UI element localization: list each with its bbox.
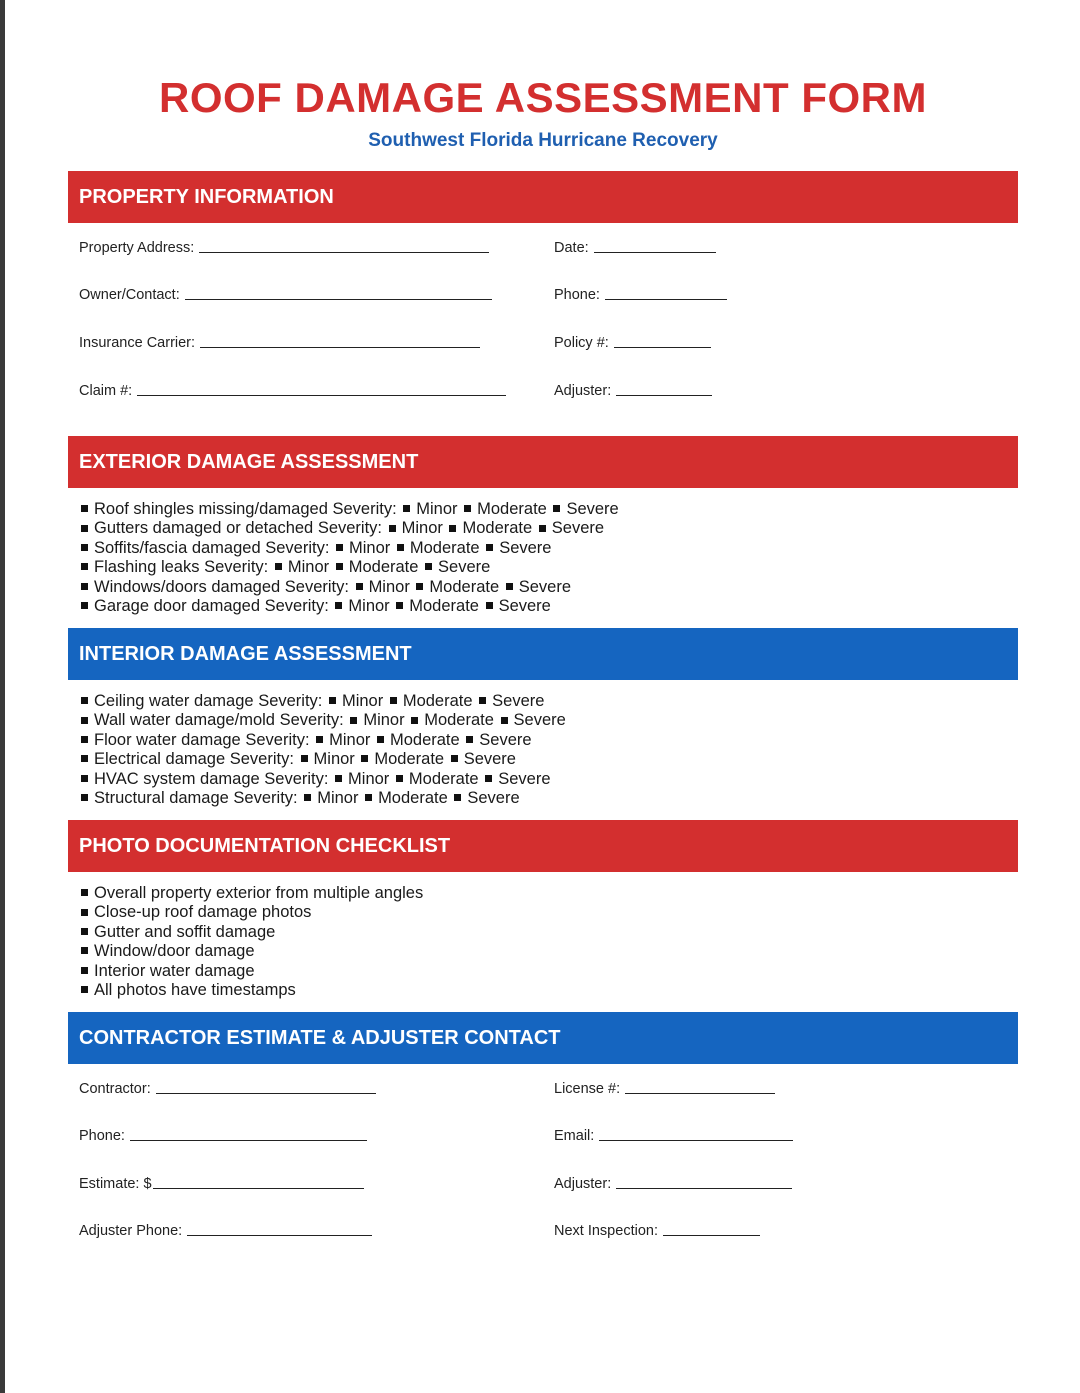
severity-moderate: Moderate — [408, 769, 479, 788]
interior-item[interactable] — [79, 731, 566, 750]
checkbox-icon[interactable] — [81, 794, 88, 801]
checkbox-icon[interactable] — [350, 717, 357, 724]
checkbox-icon[interactable] — [81, 717, 88, 724]
severity-minor: Minor — [401, 519, 443, 538]
exterior-damage-list — [79, 500, 619, 616]
phone-line[interactable] — [605, 298, 727, 300]
next-inspection-field[interactable] — [554, 1223, 760, 1239]
photo-checklist-item[interactable] — [79, 962, 423, 981]
severity-minor: Minor — [287, 558, 330, 577]
next-inspection-label: Next Inspection: — [554, 1223, 658, 1239]
interior-item[interactable] — [79, 750, 566, 769]
claim-number-line[interactable] — [137, 394, 506, 396]
photo-checklist-item[interactable] — [79, 942, 423, 961]
severity-minor: Minor — [363, 711, 405, 730]
checkbox-icon[interactable] — [81, 697, 88, 704]
checkbox-icon[interactable] — [365, 794, 372, 801]
severity-prefix: Severity: — [284, 577, 349, 596]
checkbox-icon[interactable] — [466, 736, 473, 743]
checkbox-icon[interactable] — [81, 505, 88, 512]
property-information-header: PROPERTY INFORMATION — [68, 171, 1018, 223]
severity-severe: Severe — [438, 558, 491, 577]
photo-checklist-item[interactable] — [79, 884, 423, 903]
checkbox-icon[interactable] — [81, 736, 88, 743]
interior-item[interactable] — [79, 692, 566, 711]
checkbox-icon[interactable] — [316, 736, 323, 743]
checkbox-icon[interactable] — [361, 755, 368, 762]
checkbox-icon[interactable] — [301, 755, 308, 762]
checkbox-icon[interactable] — [451, 755, 458, 762]
checkbox-icon[interactable] — [329, 697, 336, 704]
severity-minor: Minor — [348, 596, 390, 615]
severity-moderate: Moderate — [389, 730, 460, 749]
photo-documentation-header: PHOTO DOCUMENTATION CHECKLIST — [68, 820, 1018, 872]
photo-checklist-item[interactable] — [79, 903, 423, 922]
severity-moderate: Moderate — [402, 692, 473, 710]
contractor-field[interactable] — [79, 1081, 376, 1097]
checkbox-icon[interactable] — [81, 583, 88, 590]
severity-minor: Minor — [348, 769, 390, 788]
exterior-item[interactable] — [79, 500, 619, 519]
policy-number-line[interactable] — [614, 346, 711, 348]
photo-item-label: Close-up roof damage photos — [94, 903, 312, 922]
severity-moderate: Moderate — [409, 596, 479, 615]
date-line[interactable] — [594, 251, 716, 253]
checkbox-icon[interactable] — [81, 909, 88, 916]
license-number-field[interactable] — [554, 1081, 775, 1097]
contractor-adjuster-line[interactable] — [616, 1187, 792, 1189]
checkbox-icon[interactable] — [81, 889, 88, 896]
checkbox-icon[interactable] — [486, 602, 493, 609]
severity-minor: Minor — [349, 538, 391, 557]
date-label: Date: — [554, 240, 589, 256]
checkbox-icon[interactable] — [539, 525, 546, 532]
contractor-line[interactable] — [156, 1092, 376, 1094]
checkbox-icon[interactable] — [335, 775, 342, 782]
checkbox-icon[interactable] — [81, 967, 88, 974]
form-title: ROOF DAMAGE ASSESSMENT FORM — [159, 74, 927, 121]
adjuster-label: Adjuster: — [554, 383, 612, 399]
insurance-carrier-field[interactable] — [79, 335, 480, 351]
severity-moderate: Moderate — [477, 500, 547, 518]
severity-prefix: Severity: — [258, 692, 323, 710]
checkbox-icon[interactable] — [335, 602, 342, 609]
exterior-item-label: Roof shingles missing/damaged — [94, 500, 328, 518]
email-field[interactable] — [554, 1128, 793, 1144]
severity-severe: Severe — [492, 692, 545, 710]
contractor-adjuster-label: Adjuster: — [554, 1176, 612, 1192]
contractor-adjuster-field[interactable] — [554, 1176, 792, 1192]
policy-number-label: Policy #: — [554, 335, 609, 351]
exterior-item-label: Soffits/fascia damaged — [94, 538, 261, 557]
claim-number-field[interactable] — [79, 383, 506, 399]
exterior-item-label: Gutters damaged or detached — [94, 519, 314, 538]
checkbox-icon[interactable] — [336, 563, 343, 570]
contractor-estimate-header: CONTRACTOR ESTIMATE & ADJUSTER CONTACT — [68, 1012, 1018, 1064]
checkbox-icon[interactable] — [396, 775, 403, 782]
exterior-item[interactable] — [79, 539, 619, 558]
checkbox-icon[interactable] — [479, 697, 486, 704]
checkbox-icon[interactable] — [81, 947, 88, 954]
contractor-phone-label: Phone: — [79, 1128, 125, 1144]
adjuster-phone-field[interactable] — [79, 1223, 372, 1239]
severity-prefix: Severity: — [229, 750, 294, 769]
email-line[interactable] — [599, 1139, 793, 1141]
checkbox-icon[interactable] — [275, 563, 282, 570]
checkbox-icon[interactable] — [425, 563, 432, 570]
photo-item-label: Interior water damage — [94, 961, 255, 980]
checkbox-icon[interactable] — [81, 986, 88, 993]
insurance-carrier-label: Insurance Carrier: — [79, 335, 196, 351]
exterior-item[interactable] — [79, 558, 619, 577]
insurance-carrier-line[interactable] — [200, 346, 480, 348]
severity-prefix: Severity: — [245, 730, 310, 749]
exterior-item-label: Garage door damaged — [94, 596, 261, 615]
checkbox-icon[interactable] — [449, 525, 456, 532]
checkbox-icon[interactable] — [411, 717, 418, 724]
adjuster-phone-label: Adjuster Phone: — [79, 1223, 183, 1239]
owner-contact-field[interactable] — [79, 287, 492, 303]
photo-checklist — [79, 884, 423, 1000]
phone-label: Phone: — [554, 287, 600, 303]
severity-severe: Severe — [566, 500, 619, 518]
checkbox-icon[interactable] — [454, 794, 461, 801]
severity-minor: Minor — [341, 692, 384, 710]
interior-item[interactable] — [79, 789, 566, 808]
license-number-line[interactable] — [625, 1092, 775, 1094]
checkbox-icon[interactable] — [553, 505, 560, 512]
severity-prefix: Severity: — [264, 596, 329, 615]
checkbox-icon[interactable] — [396, 602, 403, 609]
interior-item-label: HVAC system damage — [94, 769, 260, 788]
checkbox-icon[interactable] — [81, 602, 88, 609]
property-address-line[interactable] — [199, 251, 489, 253]
interior-item-label: Structural damage — [94, 788, 229, 807]
severity-severe: Severe — [479, 730, 532, 749]
interior-damage-list — [79, 692, 566, 808]
owner-contact-label: Owner/Contact: — [79, 287, 180, 303]
severity-severe: Severe — [499, 538, 552, 557]
exterior-item[interactable] — [79, 597, 619, 616]
policy-number-field[interactable] — [554, 335, 711, 351]
severity-severe: Severe — [463, 750, 516, 769]
severity-severe: Severe — [467, 788, 520, 807]
severity-severe: Severe — [551, 519, 605, 538]
date-field[interactable] — [554, 240, 716, 256]
checkbox-icon[interactable] — [304, 794, 311, 801]
adjuster-line[interactable] — [616, 394, 712, 396]
license-number-label: License #: — [554, 1081, 621, 1097]
severity-minor: Minor — [416, 500, 458, 518]
exterior-item-label: Windows/doors damaged — [94, 577, 281, 596]
contractor-phone-field[interactable] — [79, 1128, 367, 1144]
property-address-field[interactable] — [79, 240, 489, 256]
severity-severe: Severe — [513, 711, 566, 730]
interior-item[interactable] — [79, 770, 566, 789]
severity-minor: Minor — [313, 750, 355, 769]
checkbox-icon[interactable] — [506, 583, 513, 590]
severity-moderate: Moderate — [374, 750, 445, 769]
interior-damage-header: INTERIOR DAMAGE ASSESSMENT — [68, 628, 1018, 680]
checkbox-icon[interactable] — [81, 928, 88, 935]
estimate-field[interactable] — [79, 1176, 364, 1192]
contractor-label: Contractor: — [79, 1081, 151, 1097]
phone-field[interactable] — [554, 287, 727, 303]
contractor-phone-line[interactable] — [130, 1139, 367, 1141]
severity-severe: Severe — [498, 769, 551, 788]
interior-item-label: Ceiling water damage — [94, 692, 254, 710]
property-address-label: Property Address: — [79, 240, 195, 256]
checkbox-icon[interactable] — [81, 525, 88, 532]
email-label: Email: — [554, 1128, 595, 1144]
form-subtitle: Southwest Florida Hurricane Recovery — [368, 130, 718, 151]
severity-moderate: Moderate — [429, 577, 500, 596]
severity-severe: Severe — [518, 577, 572, 596]
severity-moderate: Moderate — [348, 558, 419, 577]
exterior-item-label: Flashing leaks — [94, 558, 200, 577]
photo-checklist-item[interactable] — [79, 981, 423, 1000]
adjuster-field[interactable] — [554, 383, 712, 399]
checkbox-icon[interactable] — [81, 563, 88, 570]
severity-moderate: Moderate — [378, 788, 448, 807]
severity-prefix: Severity: — [233, 788, 298, 807]
checkbox-icon[interactable] — [416, 583, 423, 590]
checkbox-icon[interactable] — [336, 544, 343, 551]
severity-prefix: Severity: — [279, 711, 344, 730]
exterior-item[interactable] — [79, 519, 619, 538]
checkbox-icon[interactable] — [389, 525, 396, 532]
checkbox-icon[interactable] — [464, 505, 471, 512]
interior-item-label: Floor water damage — [94, 730, 241, 749]
checkbox-icon[interactable] — [81, 544, 88, 551]
claim-number-label: Claim #: — [79, 383, 133, 399]
page-left-edge — [0, 0, 5, 1393]
severity-prefix: Severity: — [265, 538, 330, 557]
interior-item-label: Electrical damage — [94, 750, 226, 769]
severity-prefix: Severity: — [264, 769, 329, 788]
next-inspection-line[interactable] — [663, 1234, 760, 1236]
interior-item[interactable] — [79, 711, 566, 730]
severity-moderate: Moderate — [409, 538, 480, 557]
adjuster-phone-line[interactable] — [187, 1234, 372, 1236]
checkbox-icon[interactable] — [81, 755, 88, 762]
checkbox-icon[interactable] — [397, 544, 404, 551]
checkbox-icon[interactable] — [81, 775, 88, 782]
checkbox-icon[interactable] — [403, 505, 410, 512]
photo-item-label: Gutter and soffit damage — [94, 922, 276, 941]
estimate-label: Estimate: $ — [79, 1176, 152, 1192]
checkbox-icon[interactable] — [356, 583, 363, 590]
severity-prefix: Severity: — [204, 558, 269, 577]
photo-checklist-item[interactable] — [79, 923, 423, 942]
photo-item-label: All photos have timestamps — [94, 980, 296, 999]
severity-minor: Minor — [329, 730, 371, 749]
severity-prefix: Severity: — [332, 500, 397, 518]
checkbox-icon[interactable] — [486, 544, 493, 551]
checkbox-icon[interactable] — [390, 697, 397, 704]
exterior-damage-header: EXTERIOR DAMAGE ASSESSMENT — [68, 436, 1018, 488]
checkbox-icon[interactable] — [377, 736, 384, 743]
checkbox-icon[interactable] — [485, 775, 492, 782]
severity-minor: Minor — [368, 577, 410, 596]
severity-moderate: Moderate — [424, 711, 494, 730]
owner-contact-line[interactable] — [185, 298, 492, 300]
photo-item-label: Window/door damage — [94, 942, 255, 961]
interior-item-label: Wall water damage/mold — [94, 711, 275, 730]
checkbox-icon[interactable] — [501, 717, 508, 724]
photo-item-label: Overall property exterior from multiple angles — [94, 884, 424, 902]
severity-moderate: Moderate — [462, 519, 533, 538]
exterior-item[interactable] — [79, 578, 619, 597]
severity-minor: Minor — [317, 788, 359, 807]
severity-prefix: Severity: — [317, 519, 383, 538]
estimate-line[interactable] — [153, 1187, 364, 1189]
severity-severe: Severe — [498, 596, 551, 615]
